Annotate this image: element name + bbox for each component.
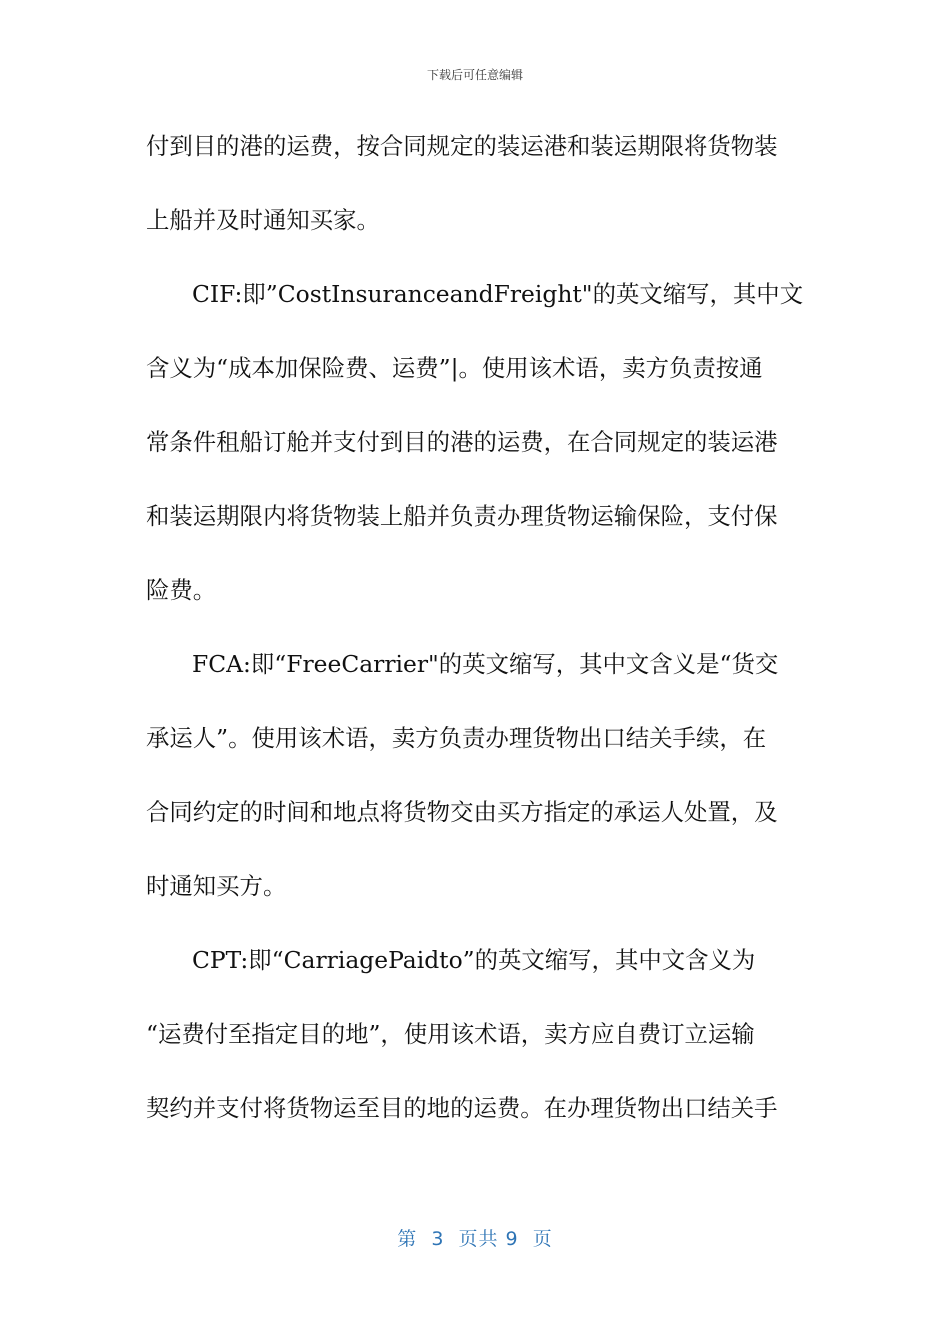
text-line: 和装运期限内将货物装上船并负责办理货物运输保险，支付保 (146, 502, 778, 530)
text-line: “运费付至指定目的地”，使用该术语，卖方应自费订立运输 (146, 1020, 755, 1048)
text-line: 含义为“成本加保险费、运费”|。使用该术语，卖方负责按通 (146, 354, 763, 382)
paragraph-cif-start: CIF:即”CostInsuranceandFreight"的英文缩写，其中文 (192, 280, 804, 308)
text-line: 承运人”。使用该术语，卖方负责办理货物出口结关手续，在 (146, 724, 767, 752)
page-number: 第 3 页共 9 页 (397, 1228, 553, 1250)
text-line: 付到目的港的运费，按合同规定的装运港和装运期限将货物装 (146, 132, 778, 160)
text-line: 时通知买方。 (146, 872, 287, 900)
text-line: 险费。 (146, 576, 217, 604)
text-line: 上船并及时通知买家。 (146, 206, 380, 234)
paragraph-fca-start: FCA:即“FreeCarrier"的英文缩写，其中文含义是“货交 (192, 650, 779, 678)
text-line: 契约并支付将货物运至目的地的运费。在办理货物出口结关手 (146, 1094, 778, 1122)
header-note: 下载后可任意编辑 (426, 68, 523, 82)
text-line: 合同约定的时间和地点将货物交由买方指定的承运人处置，及 (146, 798, 778, 826)
document-body (146, 114, 806, 1150)
text-line: 常条件租船订舱并支付到目的港的运费，在合同规定的装运港 (146, 428, 778, 456)
paragraph-cpt-start: CPT:即“CarriagePaidto”的英文缩写，其中文含义为 (192, 946, 756, 974)
